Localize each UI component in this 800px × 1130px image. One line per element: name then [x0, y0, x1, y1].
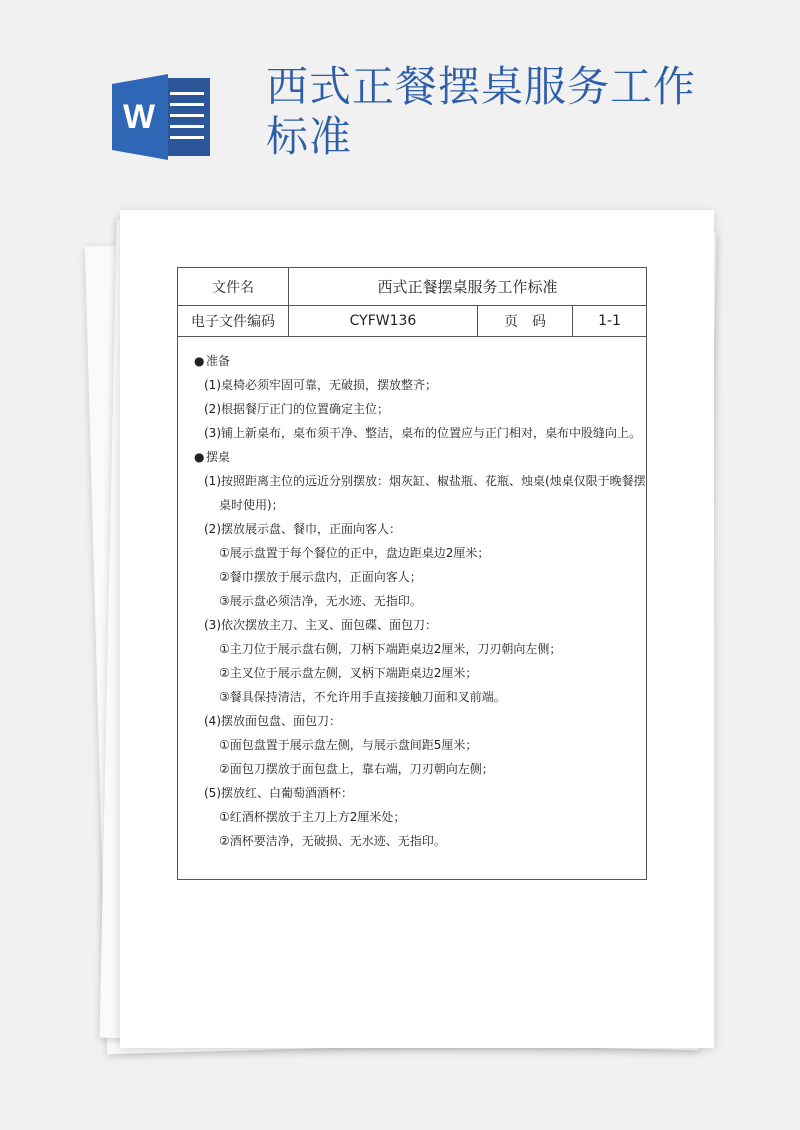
sub-item: ③展示盘必须洁净，无水迹、无指印。 — [219, 594, 422, 608]
code-value: CYFW136 — [289, 306, 478, 337]
list-item: (3)依次摆放主刀、主叉、面包碟、面包刀： — [204, 618, 437, 632]
list-item: (1)桌椅必须牢固可靠，无破损，摆放整齐； — [204, 378, 437, 392]
word-document-icon — [112, 74, 212, 160]
bullet-icon: ● — [194, 450, 205, 464]
sub-item: ①展示盘置于每个餐位的正中，盘边距桌边2厘米； — [219, 546, 490, 560]
sub-item: ①红酒杯摆放于主刀上方2厘米处； — [219, 810, 406, 824]
sub-item: ①主刀位于展示盘右侧，刀柄下端距桌边2厘米，刀刃朝向左侧； — [219, 642, 562, 656]
bullet-icon: ● — [194, 354, 205, 368]
sub-item: ②面包刀摆放于面包盘上，靠右端，刀刃朝向左侧； — [219, 762, 494, 776]
section-heading-prep: ● 准备 — [194, 349, 646, 373]
list-item-continued: 桌时使用)； — [219, 498, 284, 512]
list-item: (2)根据餐厅正门的位置确定主位； — [204, 402, 389, 416]
sub-item: ①面包盘置于展示盘左侧，与展示盘间距5厘米； — [219, 738, 478, 752]
code-label: 电子文件编码 — [178, 306, 289, 337]
list-item: (3)铺上新桌布，桌布须干净、整洁，桌布的位置应与正门相对，桌布中股缝向上。 — [204, 426, 642, 440]
sub-item: ③餐具保持清洁，不允许用手直接接触刀面和叉前端。 — [219, 690, 506, 704]
header-table — [178, 268, 646, 337]
list-item: (1)按照距离主位的远近分别摆放：烟灰缸、椒盐瓶、花瓶、烛桌(烛桌仅限于晚餐摆 — [204, 474, 646, 488]
section-heading-setup: ● 摆桌 — [194, 445, 646, 469]
sub-item: ②主叉位于展示盘左侧，叉柄下端距桌边2厘米； — [219, 666, 478, 680]
document-body — [178, 337, 646, 853]
sub-item: ②餐巾摆放于展示盘内，正面向客人； — [219, 570, 422, 584]
list-item: (2)摆放展示盘、餐巾，正面向客人： — [204, 522, 401, 536]
page-title: 西式正餐摆桌服务工作标准 — [266, 62, 697, 161]
page-value: 1-1 — [573, 306, 647, 337]
sub-item: ②酒杯要洁净，无破损、无水迹、无指印。 — [219, 834, 446, 848]
list-item: (5)摆放红、白葡萄酒酒杯： — [204, 786, 353, 800]
page-label: 页 码 — [478, 306, 573, 337]
logo-letter: W — [122, 98, 156, 136]
document-frame — [177, 267, 647, 880]
file-name-value: 西式正餐摆桌服务工作标准 — [289, 268, 647, 306]
file-name-label: 文件名 — [178, 268, 289, 306]
list-item: (4)摆放面包盘、面包刀： — [204, 714, 341, 728]
